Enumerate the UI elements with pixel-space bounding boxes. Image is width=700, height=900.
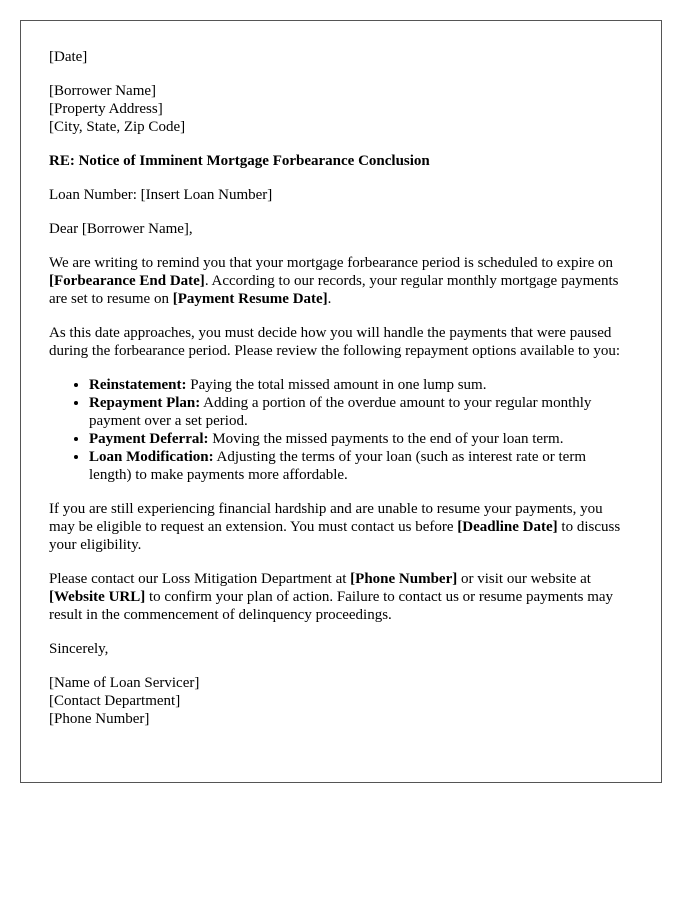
forbearance-end-date: [Forbearance End Date] [49,273,205,289]
text: . According to our records, your regular monthly mortgage payments are set to resume on [49,273,619,307]
recipient-name: [Borrower Name] [49,83,157,99]
salutation: Dear [Borrower Name], [49,221,193,237]
closing: Sincerely, [49,641,109,657]
subject-line: RE: Notice of Imminent Mortgage Forbearance Conclusion [49,153,430,169]
list-item [89,376,632,394]
text: We are writing to remind you that your mortgage forbearance period is scheduled to expire on [49,255,614,271]
signature-block [49,674,632,728]
list-item [89,430,632,448]
website-url: [Website URL] [49,589,146,605]
list-item [89,394,632,430]
paragraph-contact [49,570,632,624]
phone-number: [Phone Number] [350,571,458,587]
repayment-options-list [49,376,632,484]
text: Please contact our Loss Mitigation Department at [49,571,351,587]
contact-department: [Contact Department] [49,693,181,709]
option-label: Reinstatement: [89,377,187,393]
paragraph-options-intro: As this date approaches, you must decide how you will handle the payments that were paused during the forbearance period. Please review the following repayment options available to you: [49,325,621,359]
letter [20,20,662,783]
deadline-date: [Deadline Date] [457,519,558,535]
recipient-block [49,82,632,136]
option-label: Payment Deferral: [89,431,209,447]
loan-number: Loan Number: [Insert Loan Number] [49,187,273,203]
paragraph-hardship [49,500,632,554]
date: [Date] [49,49,88,65]
recipient-city: [City, State, Zip Code] [49,119,186,135]
servicer-name: [Name of Loan Servicer] [49,675,200,691]
option-text: Moving the missed payments to the end of your loan term. [208,431,564,447]
payment-resume-date: [Payment Resume Date] [172,291,328,307]
list-item [89,448,632,484]
text: to confirm your plan of action. Failure to contact us or resume payments may result in the commencement of delinquency proceedings. [49,589,614,623]
text: to discuss your eligibility. [49,519,621,553]
paragraph-reminder [49,254,632,308]
text: . [327,291,332,307]
signature-phone: [Phone Number] [49,711,150,727]
text: or visit our website at [457,571,591,587]
option-text: Paying the total missed amount in one lump sum. [186,377,487,393]
text: If you are still experiencing financial hardship and are unable to resume your payments, you may be eligible to request an extension. You must contact us before [49,501,603,535]
option-label: Repayment Plan: [89,395,201,411]
recipient-address: [Property Address] [49,101,163,117]
option-label: Loan Modification: [89,449,214,465]
option-text: Adjusting the terms of your loan (such as interest rate or term length) to make payments more affordable. [89,449,587,483]
option-text: Adding a portion of the overdue amount to your regular monthly payment over a set period. [89,395,592,429]
